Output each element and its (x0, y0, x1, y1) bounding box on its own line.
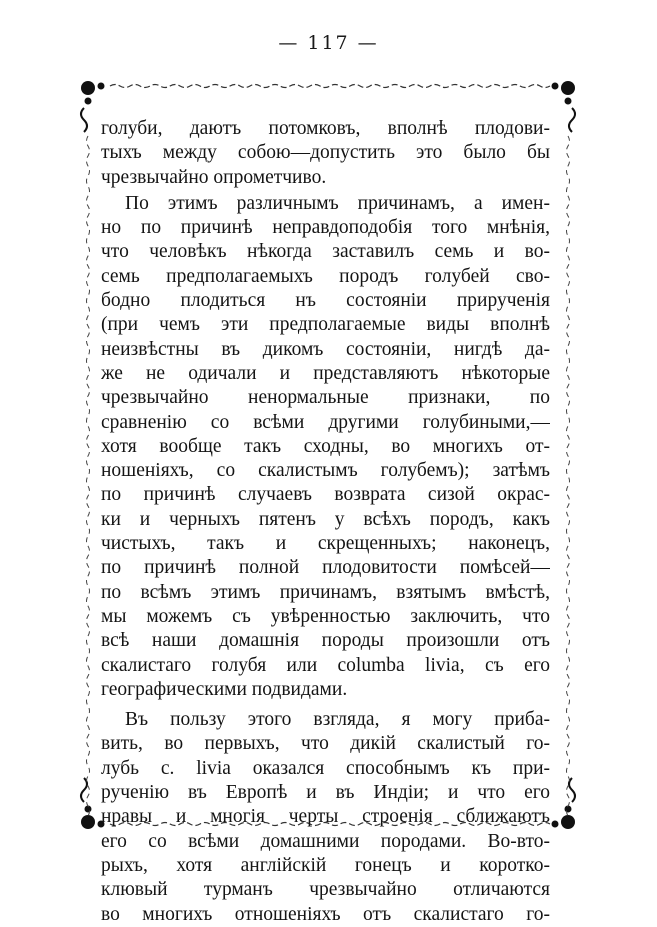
text-line: скалистаго голубя или columba livia, съ его (101, 654, 550, 676)
text-line: рученію въ Европѣ и въ Индіи; и что его (101, 782, 550, 804)
text-line: ношеніяхъ, со скалистымъ голубемъ); затѣмъ (101, 460, 550, 482)
text-line: лубь с. livia оказался способнымъ къ при- (101, 757, 550, 779)
border-top (110, 85, 550, 88)
text-line: тыхъ между собою—допустить это было бы (101, 142, 550, 164)
text-line: рыхъ, хотя англійскій гонецъ и коротко- (101, 854, 550, 876)
text-line: (при чемъ эти предполагаемые виды вполнѣ (101, 314, 550, 336)
border-left (87, 136, 90, 816)
text-line: чистыхъ, такъ и скрещенныхъ; наконецъ, (101, 533, 550, 555)
text-line: клювый турманъ чрезвычайно отличаются (101, 879, 550, 901)
text-line: вить, во первыхъ, что дикій скалистый го- (101, 733, 550, 755)
text-line: чрезвычайно опрометчиво. (101, 166, 327, 188)
text-line: по причинѣ случаевъ возврата сизой окрас- (101, 484, 550, 506)
text-line: мы можемъ съ увѣренностью заключить, что (101, 605, 550, 627)
text-line: чрезвычайно ненормальные признаки, по (101, 387, 550, 409)
paragraph-1 (101, 117, 550, 190)
text-line: географическими подвидами. (101, 678, 348, 700)
text-line: по причинѣ полной плодовитости помѣсей— (101, 557, 550, 579)
page-number: — 117 — (278, 32, 379, 54)
paragraph-2 (101, 192, 550, 702)
text-line: По этимъ различнымъ причинамъ, а имен- (125, 192, 550, 214)
text-body (101, 117, 550, 927)
text-line: хотя вообще такъ сходны, во многихъ от- (101, 435, 550, 457)
text-line: что человѣкъ нѣкогда заставилъ семь и во- (101, 241, 550, 263)
text-line: семь предполагаемыхъ породъ голубей сво- (101, 265, 550, 287)
text-line: сравненію со всѣми другими голубиными,— (101, 411, 550, 433)
text-line: неизвѣстны въ дикомъ состояніи, нигдѣ да- (101, 338, 550, 360)
text-line: всѣ наши домашнія породы произошли отъ (101, 630, 550, 652)
text-line: по всѣмъ этимъ причинамъ, взятымъ вмѣстѣ, (101, 581, 550, 603)
text-line: но по причинѣ неправдоподобія того мнѣнія, (101, 217, 550, 239)
text-line: ки и черныхъ пятенъ у всѣхъ породъ, какъ (101, 508, 550, 530)
text-line: же не одичали и представляютъ нѣкоторые (101, 362, 550, 384)
text-line: во многихъ отношеніяхъ отъ скалистаго го- (101, 903, 550, 925)
border-right (567, 136, 570, 816)
text-line: бодно плодиться нъ состояніи прирученія (101, 290, 550, 312)
text-line: Въ пользу этого взгляда, я могу приба- (125, 709, 550, 731)
corner-ornament-bottom-right (552, 778, 576, 829)
text-line: голуби, даютъ потомковъ, вполнѣ плодови- (101, 118, 550, 139)
text-line: нравы и многія черты строенія сближаютъ (101, 806, 550, 828)
paragraph-3 (101, 708, 550, 927)
corner-ornament-top-right (552, 81, 576, 132)
text-line: его со всѣми домашними породами. Во-вто- (101, 830, 550, 852)
